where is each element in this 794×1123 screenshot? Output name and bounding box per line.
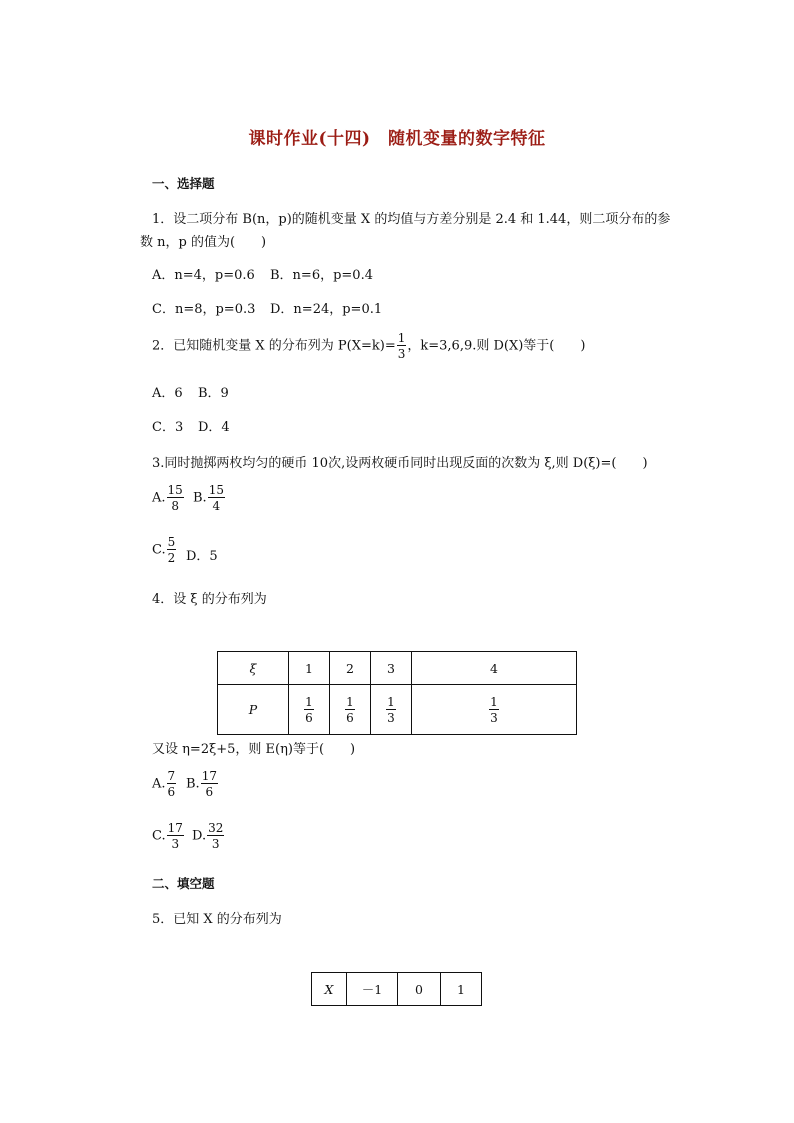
q4-stem: 4．设 ξ 的分布列为 (152, 592, 267, 607)
q3-option-c: C. $\frac{5}{2}$ (152, 535, 176, 565)
q4-option-b: B. $\frac{17}{6}$ (186, 769, 217, 799)
q5-distribution-table (311, 972, 482, 1006)
q3-option-b: B. $\frac{15}{4}$ (193, 483, 224, 513)
page-title: 课时作业(十四) 随机变量的数字特征 (248, 129, 546, 149)
table-cell: 3 (371, 652, 412, 685)
table-cell: 0 (398, 973, 441, 1006)
table-cell: 1 (289, 652, 330, 685)
q1-option-d: D．n=24，p=0.1 (270, 302, 383, 317)
q1-option-c: C．n=8，p=0.3 (152, 302, 256, 317)
q1-line2: 数 n，p 的值为( ) (140, 235, 267, 250)
q2-option-a: A．6 (152, 386, 183, 401)
table-cell: ξ (218, 652, 289, 685)
table-cell: 2 (330, 652, 371, 685)
q4-distribution-table (217, 651, 577, 735)
q3-option-d: D．5 (186, 549, 218, 564)
q1-option-b: B．n=6，p=0.4 (270, 268, 373, 283)
q4-followup: 又设 η=2ξ+5，则 E(η)等于( ) (152, 742, 356, 757)
table-cell: X (312, 973, 347, 1006)
q2-fraction: $\frac{1}{3}$ (397, 331, 406, 361)
table-cell: 1 (441, 973, 482, 1006)
q3-stem: 3.同时抛掷两枚均匀的硬币 10次,设两枚硬币同时出现反面的次数为 ξ,则 D(ξ)=( ) (152, 456, 648, 471)
table-cell: P (218, 685, 289, 735)
q2-option-b: B．9 (198, 386, 229, 401)
q4-option-d: D. $\frac{32}{3}$ (192, 821, 224, 851)
q3-option-a: A. $\frac{15}{8}$ (152, 483, 183, 513)
table-cell: $\frac{1}{6}$ (330, 685, 371, 735)
section-heading-choice: 一、选择题 (152, 176, 215, 191)
table-cell: $\frac{1}{3}$ (371, 685, 412, 735)
q1-option-a: A．n=4，p=0.6 (152, 268, 255, 283)
q4-option-c: C. $\frac{17}{3}$ (152, 821, 183, 851)
q5-stem: 5．已知 X 的分布列为 (152, 912, 282, 927)
table-cell: $\frac{1}{6}$ (289, 685, 330, 735)
q2-option-c: C．3 (152, 420, 184, 435)
table-row (218, 685, 577, 735)
section-heading-fill: 二、填空题 (152, 876, 215, 891)
q2-suffix: ，k=3,6,9.则 D(X)等于( ) (407, 338, 586, 354)
table-cell: 4 (412, 652, 577, 685)
q2-prefix: 2．已知随机变量 X 的分布列为 P(X=k)= (152, 338, 396, 354)
q2-stem (152, 332, 585, 360)
table-cell: $\frac{1}{3}$ (412, 685, 577, 735)
q1-line1: 1．设二项分布 B(n，p)的随机变量 X 的均值与方差分别是 2.4 和 1.44，则二项分布的参 (152, 212, 671, 227)
table-row (312, 973, 482, 1006)
table-cell: －1 (347, 973, 398, 1006)
table-row (218, 652, 577, 685)
q4-option-a: A. $\frac{7}{6}$ (152, 769, 176, 799)
q2-option-d: D．4 (198, 420, 230, 435)
